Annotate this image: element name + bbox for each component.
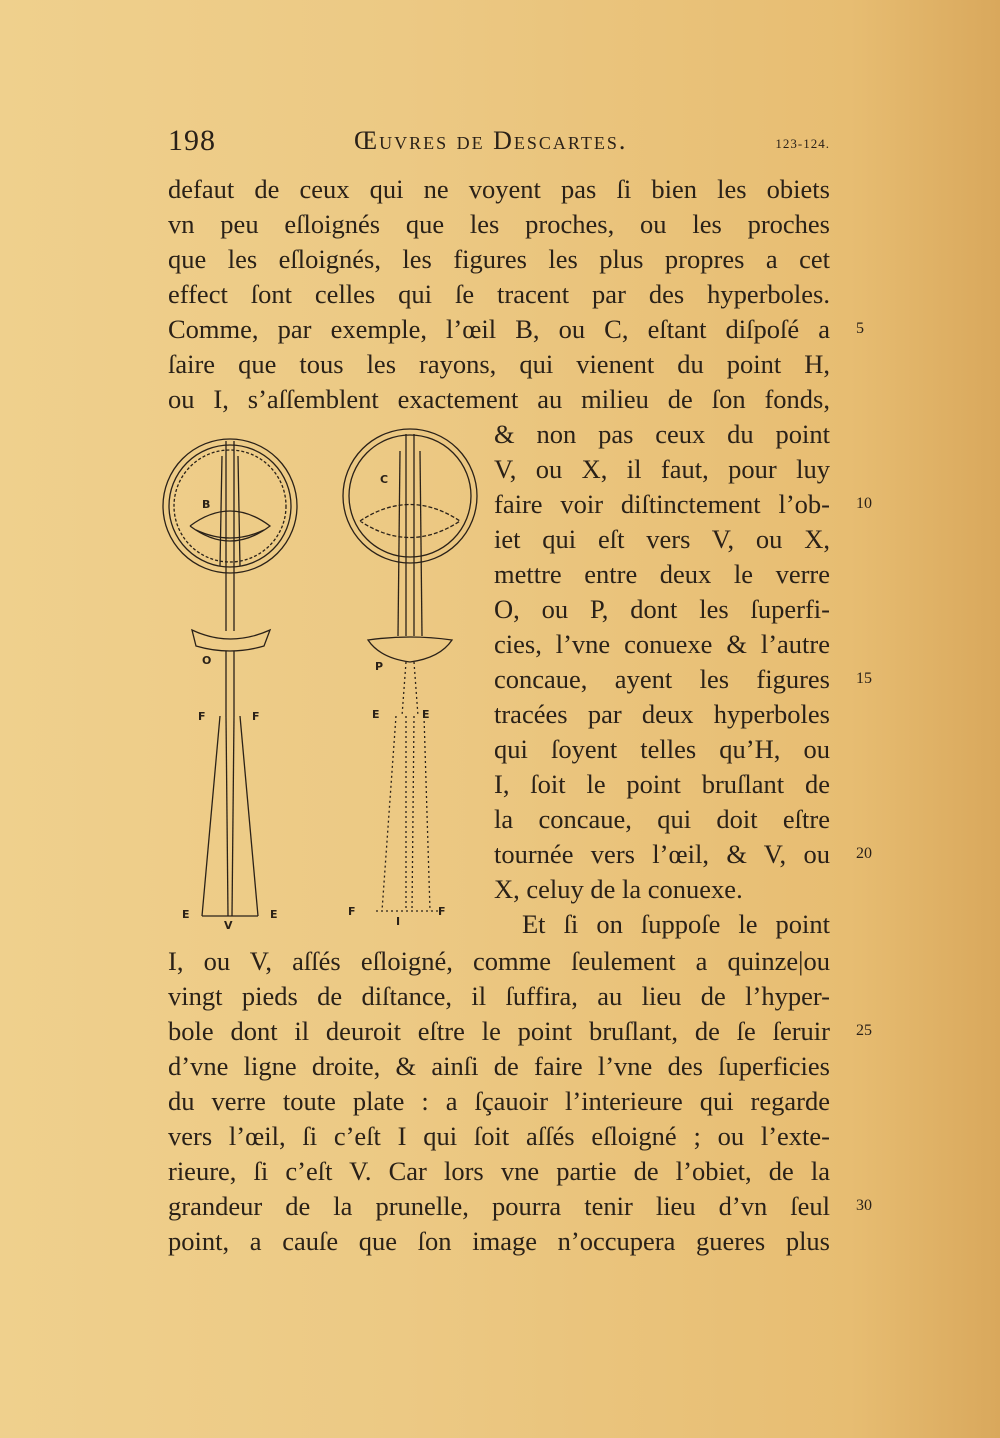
text-line: iet qui eſt vers V, ou X, [494, 524, 830, 554]
label-f: F [198, 710, 206, 723]
text-line: & non pas ceux du point [494, 419, 830, 449]
text-line: I, ou V, aſſés eſloigné, comme ſeulement a quinze|ou [168, 946, 830, 976]
page-reference: 123-124. [775, 136, 830, 151]
text-line: concaue, ayent les figures [494, 664, 830, 694]
text-line: d’vne ligne droite, & ainſi de faire l’vne des ſuperficies [168, 1051, 830, 1081]
label-o: O [202, 654, 212, 667]
left-ray-cone [202, 651, 258, 916]
label-f: F [438, 905, 446, 918]
line-number: 5 [856, 320, 864, 337]
text-line: vn peu eſloignés que les proches, ou les proches [168, 209, 830, 239]
text-line: grandeur de la prunelle, pourra tenir lieu d’vn ſeul [168, 1191, 830, 1221]
label-b: B [202, 498, 211, 511]
label-v: V [224, 919, 233, 932]
text-line: du verre toute plate : a ſçauoir l’interieure qui regarde [168, 1086, 830, 1116]
text-line: ou I, s’aſſemblent exactement au milieu de ſon fonds, [168, 384, 830, 414]
eye-lens-diagram [160, 426, 480, 936]
text-line: defaut de ceux qui ne voyent pas ſi bien les obiets [168, 174, 830, 204]
text-line: O, ou P, dont les ſuperfi- [494, 594, 830, 624]
label-p: P [375, 660, 384, 673]
label-f: F [348, 905, 356, 918]
text-line: X, celuy de la conuexe. [494, 874, 743, 904]
text-line: faire voir diſtinctement l’ob- [494, 489, 830, 519]
page-number: 198 [168, 124, 216, 157]
label-e: E [182, 908, 190, 921]
text-line: Comme, par exemple, l’œil B, ou C, eſtant diſpoſé a [168, 314, 830, 344]
text-line: vingt pieds de diſtance, il ſuffira, au lieu de l’hyper- [168, 981, 830, 1011]
text-line: point, a cauſe que ſon image n’occupera gueres plus [168, 1226, 830, 1256]
line-number: 20 [856, 845, 872, 862]
line-number: 25 [856, 1022, 872, 1039]
text-line: V, ou X, il faut, pour luy [494, 454, 830, 484]
left-eye-drawing [163, 439, 297, 631]
text-line: mettre entre deux le verre [494, 559, 830, 589]
line-number: 30 [856, 1197, 872, 1214]
lens-p-drawing [368, 637, 452, 662]
label-c: C [380, 473, 389, 486]
eye-lens-figure [160, 426, 480, 936]
label-e: E [422, 708, 430, 721]
text-line: effect ſont celles qui ſe tracent par des hyperboles. [168, 279, 830, 309]
text-line: Et ſi on ſuppoſe le point [522, 909, 830, 939]
line-number: 15 [856, 670, 872, 687]
text-line: rieure, ſi c’eſt V. Car lors vne partie de l’obiet, de la [168, 1156, 830, 1186]
right-ray-cone [376, 662, 438, 911]
text-line: tracées par deux hyperboles [494, 699, 830, 729]
text-line: vers l’œil, ſi c’eſt I qui ſoit aſſés eſloigné ; ou l’exte- [168, 1121, 830, 1151]
running-header [168, 124, 830, 164]
text-line: cies, l’vne conuexe & l’autre [494, 629, 830, 659]
label-i: I [396, 915, 401, 928]
text-line: la concaue, qui doit eſtre [494, 804, 830, 834]
text-line: qui ſoyent telles qu’H, ou [494, 734, 830, 764]
label-e: E [270, 908, 278, 921]
running-title: Œuvres de Descartes. [354, 126, 628, 155]
text-line: que les eſloignés, les figures les plus propres a cet [168, 244, 830, 274]
label-e: E [372, 708, 380, 721]
lens-o-drawing [192, 630, 270, 651]
line-number: 10 [856, 495, 872, 512]
right-eye-drawing [343, 429, 477, 636]
label-f: F [252, 710, 260, 723]
text-line: I, ſoit le point bruſlant de [494, 769, 830, 799]
text-line: tournée vers l’œil, & V, ou [494, 839, 830, 869]
text-line: bole dont il deuroit eſtre le point bruſlant, de ſe ſeruir [168, 1016, 830, 1046]
text-line: ſaire que tous les rayons, qui vienent du point H, [168, 349, 830, 379]
